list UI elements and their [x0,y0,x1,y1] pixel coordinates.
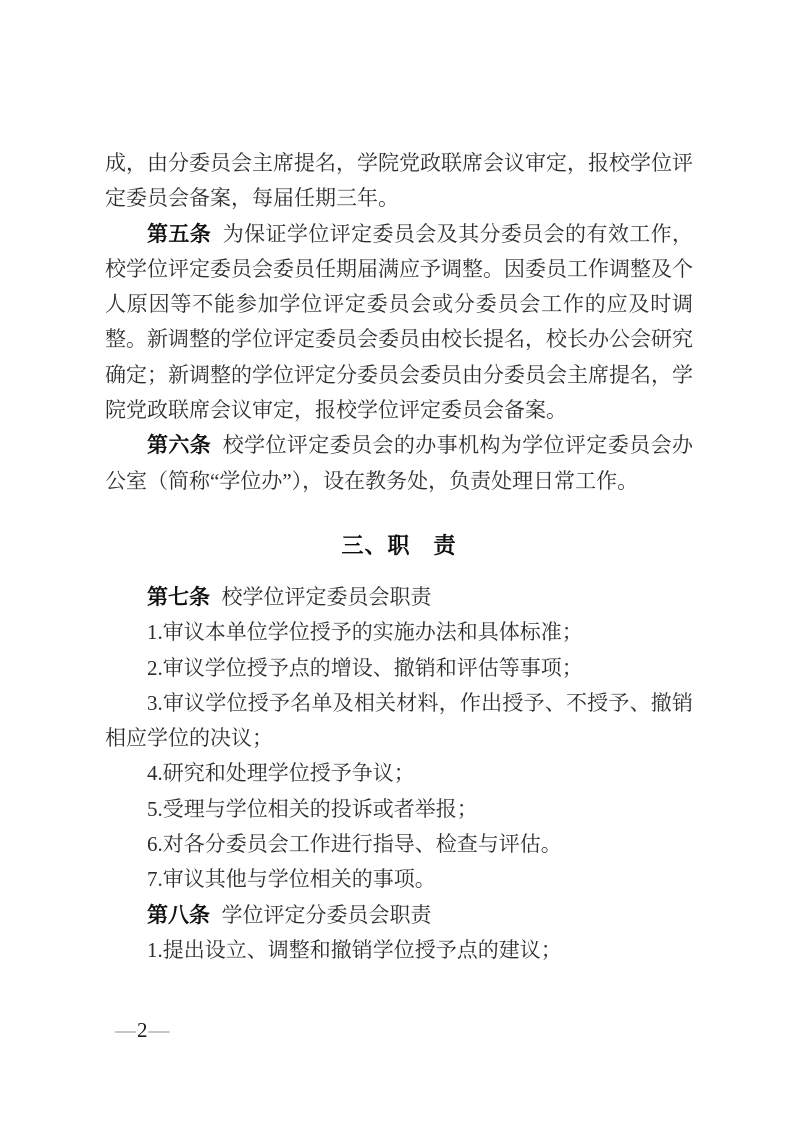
list-item-4: 4.研究和处理学位授予争议； [147,761,415,786]
list-item-1: 1.审议本单位学位授予的实施办法和具体标准； [147,620,583,645]
article-7-text: 校学位评定委员会职责 [221,584,432,609]
article-5-text: 为保证学位评定委员会及其分委员会的有效工作，校学位评定委员会委员任期届满应予调整。因委员工作调整及个人原因等不能参加学位评定委员会或分委员会工作的应及时调整。新调整的学位评定委员会委员由校长提名，校长办公会研究确定；新调整的学位评定分委员会委员由分委员会主席提名，学院党政联席会议审定，报校学位评定委员会备案。 [105,221,694,423]
article-6-label: 第六条 [147,433,212,458]
article-8-label: 第八条 [147,902,210,927]
section-heading: 三、职 责 [341,532,457,558]
paragraph-article-5 [105,217,693,429]
list-item-6: 6.对各分委员会工作进行指导、检查与评估。 [147,832,562,857]
article-6-text: 校学位评定委员会的办事机构为学位评定委员会办公室（简称“学位办”），设在教务处，负责处理日常工作。 [105,433,694,493]
paragraph-article-6 [105,428,693,499]
list-item-8-1: 1.提出设立、调整和撤销学位授予点的建议； [147,937,562,962]
paragraph-continuation: 成，由分委员会主席提名，学院党政联席会议审定，报校学位评定委员会备案，每届任期三年。 [105,151,693,211]
page-footer [115,1016,170,1044]
paragraph-article-7 [105,580,693,615]
article-7-label: 第七条 [147,584,210,609]
list-item-2: 2.审议学位授予点的增设、撤销和评估等事项； [147,655,583,680]
list-item-5: 5.受理与学位相关的投诉或者举报； [147,796,478,821]
paragraph-article-8 [105,898,693,933]
article-5-label: 第五条 [147,221,212,246]
list-item-3: 3.审议学位授予名单及相关材料，作出授予、不授予、撤销相应学位的决议； [105,690,693,751]
document-body [105,146,693,968]
article-8-text: 学位评定分委员会职责 [221,902,432,927]
page-number: 2 [137,1018,148,1042]
list-item-7: 7.审议其他与学位相关的事项。 [147,867,436,892]
footer-dash-left: — [115,1018,136,1042]
footer-dash-right: — [148,1018,170,1042]
